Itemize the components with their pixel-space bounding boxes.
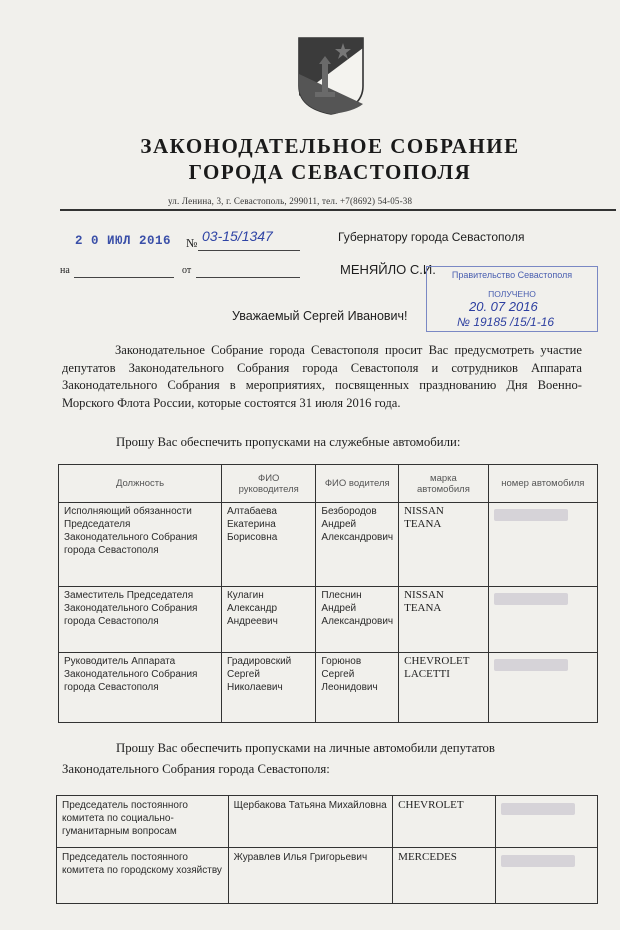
addressee-name: МЕНЯЙЛО С.И. [340,262,436,277]
car-number-cell [496,796,598,848]
car-brand-cell: CHEVROLET LACETTI [399,653,489,723]
position-cell: Председатель постоянного комитета по городскому хозяйству [57,848,229,904]
received-stamp-title: Правительство Севастополя [451,270,573,280]
car-number-cell [488,587,597,653]
redacted-plate [494,593,568,605]
on-underline [74,277,174,278]
org-name-line1: ЗАКОНОДАТЕЛЬНОЕ СОБРАНИЕ [140,134,520,158]
head-name-cell: Алтабаева Екатерина Борисовна [221,503,315,587]
on-label: на [60,265,70,276]
deputy-name-cell: Журавлев Илья Григорьевич [228,848,393,904]
paragraph-service-cars: Прошу Вас обеспечить пропусками на служебные автомобили: [116,435,461,449]
greeting: Уважаемый Сергей Иванович! [232,309,408,323]
outgoing-date-stamp: 2 0 ИЮЛ 2016 [75,234,172,248]
personal-cars-table [56,795,598,904]
from-label: от [182,265,192,276]
header-divider [60,209,616,211]
car-number-cell [488,653,597,723]
redacted-plate [501,803,575,815]
number-sign: № [186,236,198,250]
driver-name-cell: Безбородов Андрей Александрович [316,503,399,587]
position-cell: Исполняющий обязанности Председателя Законодательного Собрания города Севастополя [59,503,222,587]
table-header: ФИО руководителя [221,465,315,503]
position-cell: Руководитель Аппарата Законодательного Собрания города Севастополя [59,653,222,723]
from-underline [196,277,300,278]
car-brand-cell: NISSAN TEANA [399,503,489,587]
car-brand-cell: CHEVROLET [393,796,496,848]
driver-name-cell: Горюнов Сергей Леонидович [316,653,399,723]
table-row [59,653,598,723]
paragraph-personal-cars: Прошу Вас обеспечить пропусками на личные автомобили депутатов [116,741,495,755]
table-header: ФИО водителя [316,465,399,503]
car-brand-cell: NISSAN TEANA [399,587,489,653]
deputy-name-cell: Щербакова Татьяна Михайловна [228,796,393,848]
received-stamp-number: № 19185 /15/1-16 [457,315,555,329]
table-row [59,587,598,653]
addressee-title: Губернатору города Севастополя [338,230,525,244]
table-header: марка автомобиля [399,465,489,503]
table-row [59,503,598,587]
service-cars-table [58,464,598,723]
position-cell: Председатель постоянного комитета по социально-гуманитарным вопросам [57,796,229,848]
position-cell: Заместитель Председателя Законодательного Собрания города Севастополя [59,587,222,653]
org-name-line2: ГОРОДА СЕВАСТОПОЛЯ [188,160,472,184]
table-header: номер автомобиля [488,465,597,503]
table-row [57,848,598,904]
outgoing-number: 03-15/1347 [202,228,273,244]
received-stamp-label: ПОЛУЧЕНО [488,289,536,299]
received-stamp-date: 20. 07 2016 [469,299,538,314]
org-address: ул. Ленина, 3, г. Севастополь, 299011, тел. +7(8692) 54-05-38 [168,196,413,206]
paragraph-request: Законодательное Собрание города Севастополя просит Вас предусмотреть участие депутатов Законодательного Собрания города Севастополя и сотрудников Аппарата Законодательного Собрания в мероприятиях, посвященных празднованию Дня Военно-Морского Флота России, которые состоятся 31 июля 2016 года. [62,343,582,410]
sevastopol-coat-of-arms-icon [295,34,367,116]
car-number-cell [488,503,597,587]
car-number-cell [496,848,598,904]
head-name-cell: Градировский Сергей Николаевич [221,653,315,723]
driver-name-cell: Плеснин Андрей Александрович [316,587,399,653]
received-stamp [426,266,598,332]
table-row [57,796,598,848]
table-header: Должность [59,465,222,503]
redacted-plate [501,855,575,867]
paragraph-personal-cars-cont: Законодательного Собрания города Севастополя: [62,762,330,776]
car-brand-cell: MERCEDES [393,848,496,904]
redacted-plate [494,509,568,521]
head-name-cell: Кулагин Александр Андреевич [221,587,315,653]
number-underline [198,250,300,251]
redacted-plate [494,659,568,671]
